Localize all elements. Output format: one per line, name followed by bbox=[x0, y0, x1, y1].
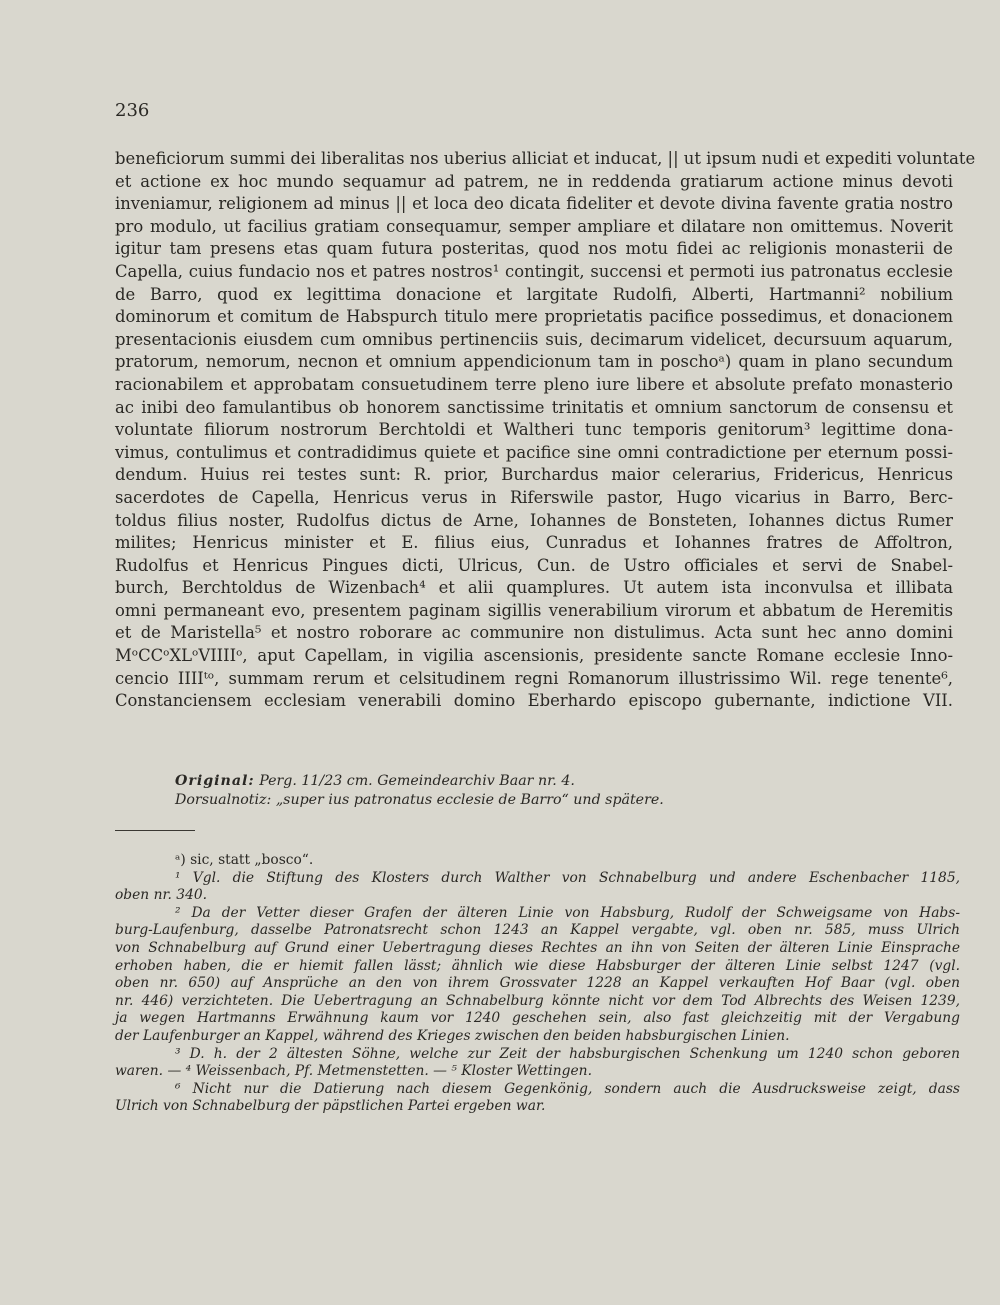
original-note bbox=[175, 772, 935, 791]
text-line: MᵒCCᵒXLᵒVIIIIᵒ, aput Capellam, in vigilia ascensionis, presidente sancte Romane ecclesie Inno- bbox=[115, 646, 953, 666]
text-line: Rudolfus et Henricus Pingues dicti, Ulricus, Cun. de Ustro officiales et servi de Snabel- bbox=[115, 555, 953, 575]
text-line: vimus, contulimus et contradidimus quiete et pacifice sine omni contradictione per eternum possi- bbox=[115, 442, 953, 462]
footnote-line: von Schnabelburg auf Grund einer Uebertragung dieses Rechtes an ihn von Seiten der älteren Linie Einsprache bbox=[115, 939, 960, 956]
footnote-line: ja wegen Hartmanns Erwähnung kaum vor 1240 geschehen sein, also fast gleichzeitig mit der Vergabung bbox=[115, 1010, 960, 1027]
text-line: dendum. Huius rei testes sunt: R. prior, Burchardus maior celerarius, Fridericus, Henricus bbox=[115, 465, 953, 485]
text-line: igitur tam presens etas quam futura posteritas, quod nos motu fidei ac religionis monasterii de bbox=[115, 239, 953, 259]
text-line: dominorum et comitum de Habspurch titulo mere proprietatis pacifice possedimus, et donacionem bbox=[115, 307, 953, 327]
footnote-line: ⁶ Nicht nur die Datierung nach diesem Gegenkönig, sondern auch die Ausdrucksweise zeigt, dass bbox=[175, 1080, 960, 1097]
dorsual-label: Dorsualnotiz: bbox=[175, 792, 272, 808]
footnote-line: oben nr. 340. bbox=[115, 887, 208, 904]
footnotes bbox=[115, 852, 960, 1116]
dorsual-note bbox=[175, 791, 935, 810]
footnote-line: burg-Laufenburg, dasselbe Patronatsrecht schon 1243 an Kappel vergabte, vgl. oben nr. 585, muss Ulrich bbox=[115, 922, 960, 939]
footnote-line: nr. 446) verzichteten. Die Uebertragung an Schnabelburg könnte nicht vor dem Tod Albrechts des Weisen 1239, bbox=[115, 992, 960, 1009]
footnote-line: ² Da der Vetter dieser Grafen der älteren Linie von Habsburg, Rudolf der Schweigsame von Habs- bbox=[175, 904, 960, 921]
text-line: voluntate filiorum nostrorum Berchtoldi et Waltheri tunc temporis genitorum³ legittime dona- bbox=[115, 420, 953, 440]
dorsual-text: „super ius patronatus ecclesie de Barro“ und spätere. bbox=[275, 792, 664, 808]
footnote-line: der Laufenburger an Kappel, während des Krieges zwischen den beiden habsburgischen Linien. bbox=[115, 1027, 790, 1044]
text-line: toldus filius noster, Rudolfus dictus de Arne, Iohannes de Bonsteten, Iohannes dictus Rumer bbox=[115, 510, 953, 530]
footnote-line: erhoben haben, die er hiemit fallen lässt; ähnlich wie diese Habsburger der älteren Linie selbst 1247 (vgl. bbox=[115, 957, 960, 974]
text-line: de Barro, quod ex legittima donacione et largitate Rudolfi, Alberti, Hartmanni² nobilium bbox=[115, 284, 953, 304]
text-line: Constanciensem ecclesiam venerabili domino Eberhardo episcopo gubernante, indictione VII. bbox=[115, 691, 953, 711]
original-text: Perg. 11/23 cm. Gemeindearchiv Baar nr. 4. bbox=[259, 773, 575, 789]
text-line: sacerdotes de Capella, Henricus verus in Riferswile pastor, Hugo vicarius in Barro, Berc- bbox=[115, 487, 953, 507]
footnote-line: ³ D. h. der 2 ältesten Söhne, welche zur Zeit der habsburgischen Schenkung um 1240 schon geboren bbox=[175, 1045, 960, 1062]
footnote-a: ᵃ) sic, statt „bosco“. bbox=[175, 852, 314, 868]
text-line: milites; Henricus minister et E. filius eius, Cunradus et Iohannes fratres de Affoltron, bbox=[115, 533, 953, 553]
text-line: omni permaneant evo, presentem paginam sigillis venerabilium virorum et abbatum de Heremitis bbox=[115, 600, 953, 620]
text-line: pro modulo, ut facilius gratiam consequamur, semper ampliare et dilatare non omittemus. Noverit bbox=[115, 216, 953, 236]
text-line: racionabilem et approbatam consuetudinem terre pleno iure libere et absolute prefato monasterio bbox=[115, 374, 953, 394]
text-line: ac inibi deo famulantibus ob honorem sanctissime trinitatis et omnium sanctorum de consensu et bbox=[115, 397, 953, 417]
text-line: Capella, cuius fundacio nos et patres nostros¹ contingit, succensi et permoti ius patronatus ecclesie bbox=[115, 261, 953, 281]
text-line: pratorum, nemorum, necnon et omnium appendicionum tam in poschoᵃ) quam in plano secundum bbox=[115, 352, 953, 372]
original-label: Original: bbox=[175, 773, 255, 789]
text-line: beneficiorum summi dei liberalitas nos uberius alliciat et inducat, || ut ipsum nudi et expediti voluntate bbox=[115, 149, 976, 168]
page-number: 236 bbox=[115, 100, 150, 121]
text-line: inveniamur, religionem ad minus || et loca deo dicata fideliter et devote divina favente gratia nostro bbox=[115, 194, 953, 214]
source-note bbox=[175, 772, 935, 810]
footnote-divider bbox=[115, 830, 195, 831]
footnote-line: Ulrich von Schnabelburg der päpstlichen Partei ergeben war. bbox=[115, 1098, 546, 1115]
text-line: burch, Berchtoldus de Wizenbach⁴ et alii quamplures. Ut autem ista inconvulsa et illibata bbox=[115, 578, 953, 598]
text-line: et de Maristella⁵ et nostro roborare ac communire non distulimus. Acta sunt hec anno domini bbox=[115, 623, 953, 643]
text-line: presentacionis eiusdem cum omnibus pertinenciis suis, decimarum videlicet, decursuum aquarum, bbox=[115, 329, 953, 349]
footnote-line: waren. — ⁴ Weissenbach, Pf. Metmenstetten. — ⁵ Kloster Wettingen. bbox=[115, 1063, 592, 1080]
text-line: cencio IIIIᵗᵒ, summam rerum et celsitudinem regni Romanorum illustrissimo Wil. rege tenente⁶, bbox=[115, 668, 953, 688]
main-text bbox=[115, 148, 976, 713]
text-line: et actione ex hoc mundo sequamur ad patrem, ne in reddenda gratiarum actione minus devoti bbox=[115, 171, 953, 191]
footnote-line: oben nr. 650) auf Ansprüche an den von ihrem Grossvater 1228 an Kappel verkauften Hof Baar (vgl. oben bbox=[115, 975, 960, 992]
footnote-line: ¹ Vgl. die Stiftung des Klosters durch Walther von Schnabelburg und andere Eschenbacher 1185, bbox=[175, 869, 960, 886]
